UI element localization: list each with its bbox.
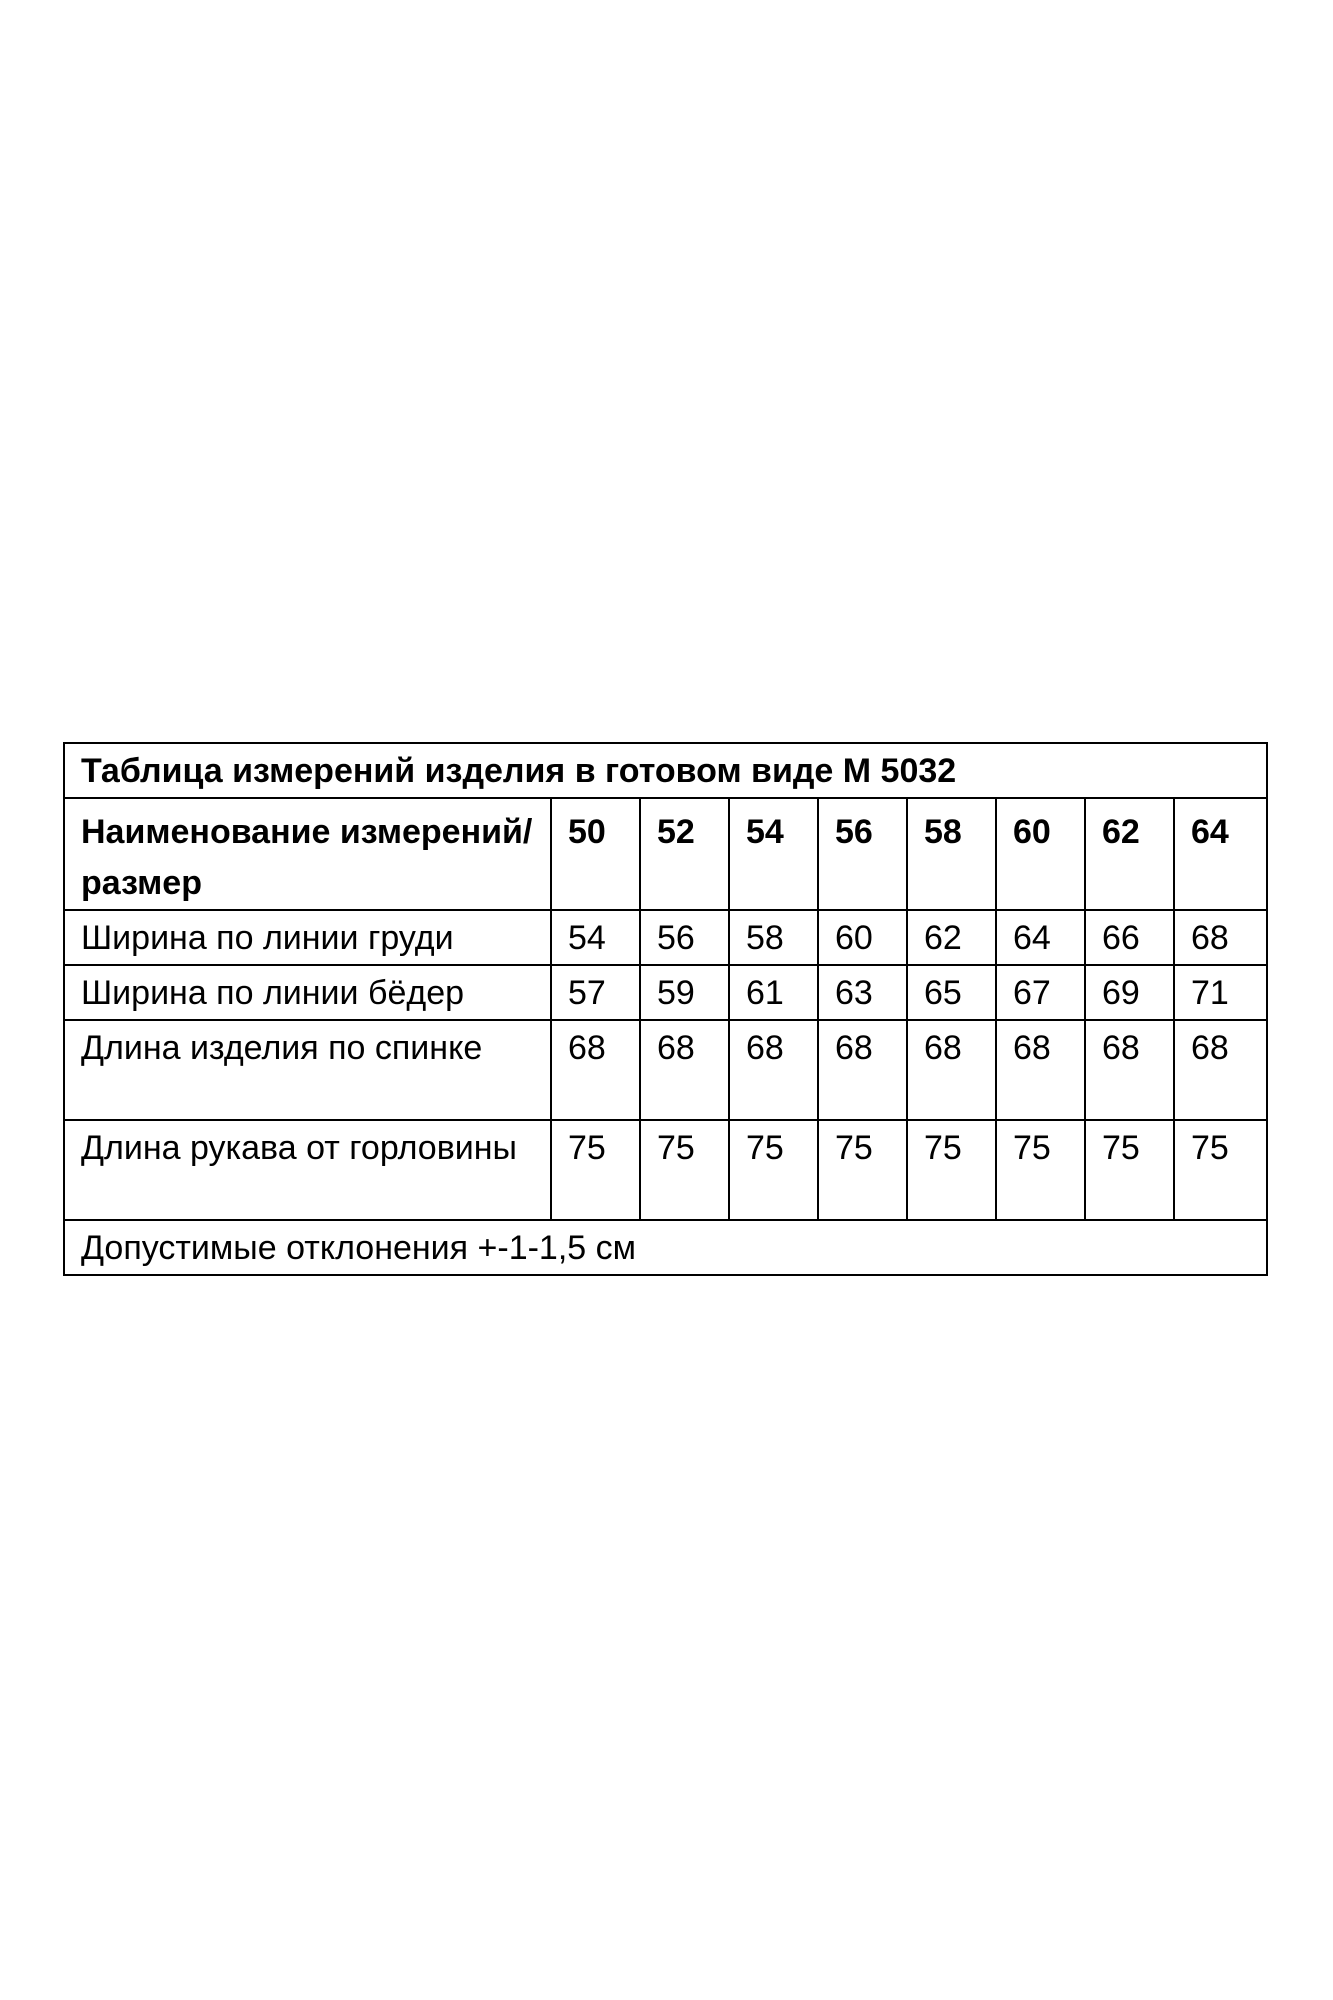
table-row	[64, 965, 1267, 1020]
value-cell: 67	[996, 965, 1085, 1020]
size-header-cell: 64	[1174, 798, 1267, 910]
table-title-row	[64, 743, 1267, 798]
value-cell: 75	[551, 1120, 640, 1220]
table-row	[64, 1020, 1267, 1120]
value-cell: 66	[1085, 910, 1174, 965]
row-name: Длина рукава от горловины	[64, 1120, 551, 1220]
value-cell: 57	[551, 965, 640, 1020]
value-cell: 56	[640, 910, 729, 965]
value-cell: 68	[551, 1020, 640, 1120]
size-header-cell: 54	[729, 798, 818, 910]
value-cell: 68	[996, 1020, 1085, 1120]
tolerance-note: Допустимые отклонения +-1-1,5 см	[64, 1220, 1267, 1275]
value-cell: 68	[818, 1020, 907, 1120]
table-footer-row	[64, 1220, 1267, 1275]
value-cell: 68	[729, 1020, 818, 1120]
value-cell: 54	[551, 910, 640, 965]
value-cell: 68	[640, 1020, 729, 1120]
value-cell: 69	[1085, 965, 1174, 1020]
size-header-cell: 50	[551, 798, 640, 910]
row-name: Ширина по линии груди	[64, 910, 551, 965]
value-cell: 58	[729, 910, 818, 965]
size-header-cell: 58	[907, 798, 996, 910]
value-cell: 75	[907, 1120, 996, 1220]
table-title: Таблица измерений изделия в готовом виде М 5032	[64, 743, 1267, 798]
table-header-row	[64, 798, 1267, 910]
measurement-table	[63, 742, 1268, 1276]
value-cell: 75	[729, 1120, 818, 1220]
value-cell: 75	[1174, 1120, 1267, 1220]
value-cell: 63	[818, 965, 907, 1020]
header-label: Наименование измерений/размер	[64, 798, 551, 910]
value-cell: 68	[1085, 1020, 1174, 1120]
size-header-cell: 56	[818, 798, 907, 910]
size-header-cell: 52	[640, 798, 729, 910]
value-cell: 68	[1174, 910, 1267, 965]
value-cell: 75	[640, 1120, 729, 1220]
value-cell: 68	[907, 1020, 996, 1120]
table-row	[64, 910, 1267, 965]
row-name: Длина изделия по спинке	[64, 1020, 551, 1120]
value-cell: 62	[907, 910, 996, 965]
value-cell: 68	[1174, 1020, 1267, 1120]
value-cell: 75	[818, 1120, 907, 1220]
value-cell: 61	[729, 965, 818, 1020]
row-name: Ширина по линии бёдер	[64, 965, 551, 1020]
value-cell: 64	[996, 910, 1085, 965]
value-cell: 75	[1085, 1120, 1174, 1220]
value-cell: 75	[996, 1120, 1085, 1220]
size-header-cell: 62	[1085, 798, 1174, 910]
value-cell: 65	[907, 965, 996, 1020]
size-header-cell: 60	[996, 798, 1085, 910]
table-row	[64, 1120, 1267, 1220]
value-cell: 71	[1174, 965, 1267, 1020]
value-cell: 60	[818, 910, 907, 965]
value-cell: 59	[640, 965, 729, 1020]
